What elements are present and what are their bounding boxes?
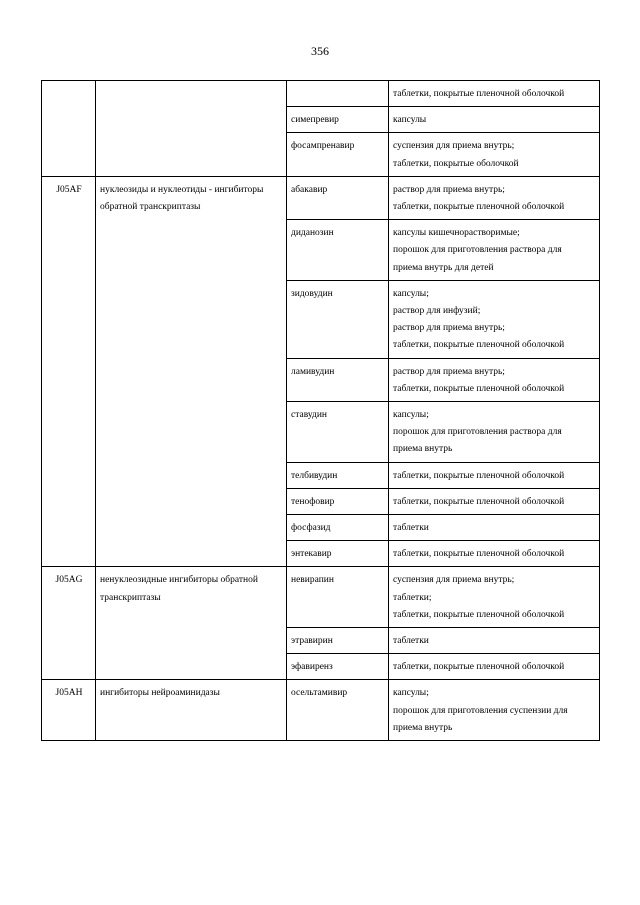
dosage-form-cell [389, 176, 600, 219]
dosage-form: приема внутрь [393, 722, 453, 733]
dosage-form-cell [389, 107, 600, 133]
drug-name-cell: диданозин [287, 220, 389, 281]
dosage-form: порошок для приготовления раствора для [393, 245, 562, 256]
dosage-form-cell [389, 133, 600, 176]
dosage-form: таблетки; [393, 592, 432, 603]
drug-name-cell: ставудин [287, 402, 389, 463]
dosage-form: таблетки, покрытые пленочной оболочкой [393, 662, 565, 673]
table-row [42, 176, 600, 219]
dosage-form-cell [389, 358, 600, 401]
dosage-form: таблетки, покрытые пленочной оболочкой [393, 202, 565, 213]
dosage-form: таблетки, покрытые пленочной оболочкой [393, 340, 565, 351]
dosage-form: раствор для инфузий; [393, 306, 481, 317]
dosage-form: таблетки, покрытые пленочной оболочкой [393, 496, 565, 507]
dosage-form-cell [389, 462, 600, 488]
group-name: ингибиторы нейроаминидазы [100, 688, 220, 699]
group-name-cell [96, 81, 287, 177]
dosage-form: приема внутрь для детей [393, 262, 494, 273]
dosage-form: раствор для приема внутрь; [393, 184, 505, 195]
dosage-form: суспензия для приема внутрь; [393, 141, 515, 152]
drug-table [41, 80, 600, 741]
table-row [42, 81, 600, 107]
table-row [42, 567, 600, 628]
dosage-form: таблетки, покрытые пленочной оболочкой [393, 89, 565, 99]
dosage-form: капсулы; [393, 288, 429, 299]
dosage-form: капсулы [393, 115, 427, 126]
dosage-form-cell [389, 680, 600, 741]
dosage-form: таблетки [393, 523, 429, 534]
dosage-form: таблетки, покрытые пленочной оболочкой [393, 383, 565, 394]
dosage-form-cell [389, 488, 600, 514]
dosage-form: приема внутрь [393, 444, 453, 455]
table-body [42, 81, 600, 741]
atc-code-cell: J05AF [42, 176, 96, 567]
drug-name-cell: невирапин [287, 567, 389, 628]
table-row [42, 680, 600, 741]
dosage-form: капсулы; [393, 410, 429, 421]
drug-name-cell: фосфазид [287, 515, 389, 541]
dosage-form-cell [389, 567, 600, 628]
dosage-form: капсулы; [393, 688, 429, 699]
drug-name-cell: этравирин [287, 628, 389, 654]
dosage-form-cell [389, 654, 600, 680]
group-name: ненуклеозидные ингибиторы обратной транскриптазы [100, 575, 258, 603]
drug-name-cell: телбивудин [287, 462, 389, 488]
drug-name-cell: осельтамивир [287, 680, 389, 741]
drug-name-cell: энтекавир [287, 541, 389, 567]
dosage-form-cell [389, 402, 600, 463]
page-number: 356 [311, 44, 329, 58]
drug-name-cell: фосампренавир [287, 133, 389, 176]
dosage-form-cell [389, 628, 600, 654]
group-name-cell [96, 567, 287, 680]
dosage-form: таблетки, покрытые пленочной оболочкой [393, 470, 565, 481]
drug-name-cell: ламивудин [287, 358, 389, 401]
dosage-form-cell [389, 81, 600, 107]
dosage-form: таблетки [393, 636, 429, 647]
dosage-form-cell [389, 220, 600, 281]
dosage-form-cell [389, 280, 600, 358]
drug-name-cell: эфавиренз [287, 654, 389, 680]
dosage-form: таблетки, покрытые оболочкой [393, 158, 519, 169]
drug-name-cell: симепревир [287, 107, 389, 133]
drug-name-cell: абакавир [287, 176, 389, 219]
dosage-form: порошок для приготовления суспензии для [393, 705, 568, 716]
dosage-form: капсулы кишечнорастворимые; [393, 228, 520, 239]
dosage-form-cell [389, 515, 600, 541]
drug-name-cell: зидовудин [287, 280, 389, 358]
dosage-form: раствор для приема внутрь; [393, 323, 505, 334]
drug-name-cell: тенофовир [287, 488, 389, 514]
dosage-form: суспензия для приема внутрь; [393, 575, 515, 586]
atc-code-cell [42, 81, 96, 177]
dosage-form: порошок для приготовления раствора для [393, 427, 562, 438]
dosage-form: таблетки, покрытые пленочной оболочкой [393, 609, 565, 620]
atc-code-cell: J05AH [42, 680, 96, 741]
drug-name-cell [287, 81, 389, 107]
group-name: нуклеозиды и нуклеотиды - ингибиторы обратной транскриптазы [100, 184, 264, 213]
dosage-form: раствор для приема внутрь; [393, 366, 505, 377]
dosage-form: таблетки, покрытые пленочной оболочкой [393, 549, 565, 560]
group-name-cell [96, 680, 287, 741]
group-name-cell [96, 176, 287, 567]
atc-code-cell: J05AG [42, 567, 96, 680]
dosage-form-cell [389, 541, 600, 567]
